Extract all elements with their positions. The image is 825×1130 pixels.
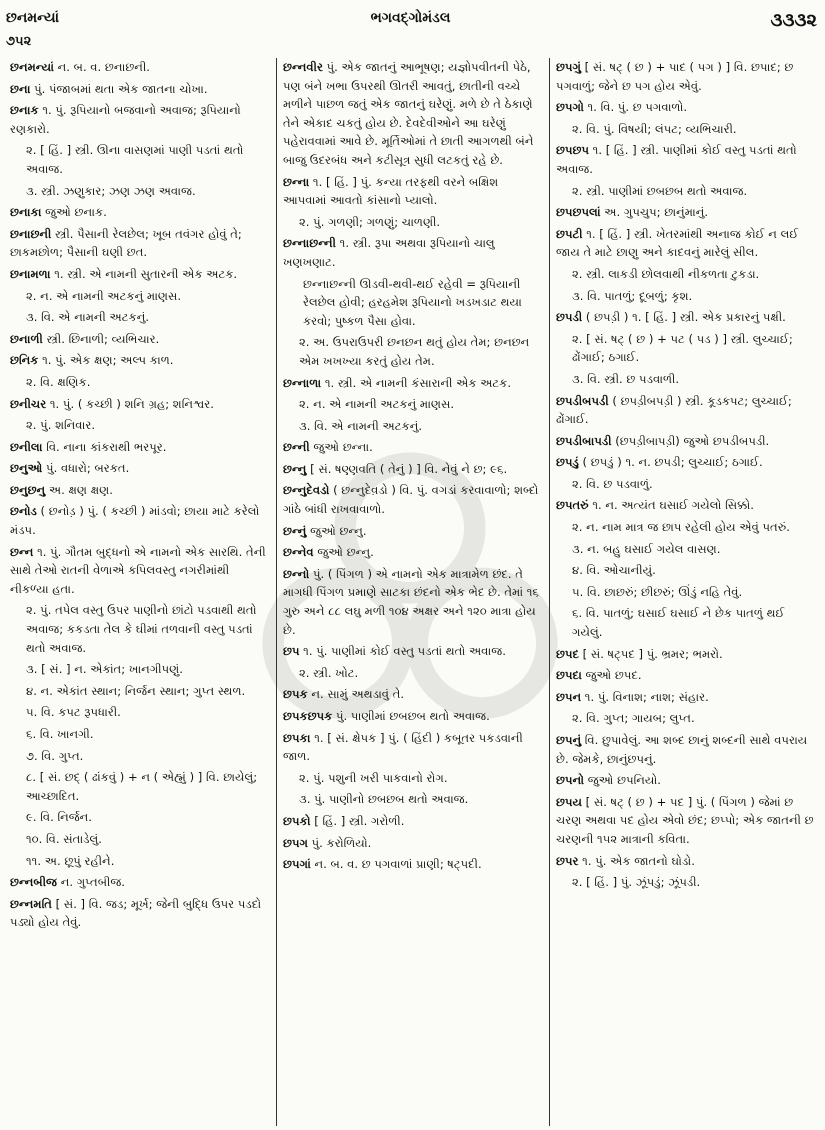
entry-sense [10,416,270,435]
column-2 [276,58,549,1126]
definition-text: પું. વધારો; બરકત. [42,461,130,476]
headword: છપગો [556,100,584,115]
headword: છપકો [283,813,311,828]
dictionary-entry [10,351,270,370]
definition-text: પું. પાણીમાં છબછબ થતો અવાજ. [332,709,490,723]
headword: છપછપલાં [556,205,601,220]
headword: છનુછનુ [10,482,46,497]
entry-sense [556,540,816,559]
headword: છપનો [556,773,585,788]
definition-text: પું. એક જાતનું આભૂષણ; યજ્ઞોપવીતની પેઠે, પણ બંને ખભા ઉપરથી ઊતરી આવતું, છાતીની વચ્ચે મળીને પાછળ જતું એક જાતનું ઘરેણું. મળે છે તે ઠેકાણે તેને એકાદ ચકતું હોય છે. દેવદેવીઓને આ ઘરેણું પહેરાવવામાં આવે છે. મૂર્તિઓમાં તે છાતી આગળથી બંને બાજુ ઉદરબંધ અને કટીસૂત્ર સુધી લટકતું રહે છે. [283,60,534,167]
entry-sense [283,213,543,232]
headword: છન્નો [283,566,310,581]
entry-sense [10,373,270,392]
entry-sense [283,395,543,414]
entry-sense [10,703,270,722]
definition-text: ૧. પું. રૂપિયાનો બજવાનો અવાજ; રૂપિયાનો રણકારો. [10,103,241,136]
entry-sense [10,725,270,744]
definition-text: ૪. વિ. ઓચાનીયું. [572,563,656,578]
entry-sense [10,808,270,827]
entry-sense [556,370,816,389]
entry-sense [283,333,543,370]
definition-text: ૧. પું. પાણીમાં કોઈ વસ્તુ પડતાં થતો અવાજ. [299,644,506,659]
headword: છન્નેવ [283,545,314,560]
dictionary-entry [283,374,543,393]
definition-text: [ સં. ષટ્ ( છ ) + પદ ] પું. ( પિંગળ ) જેમાં છ ચરણ અથવા પદ હોય એવો છંદ; છપ્પો; એક જાતની છ ચરણની ૧૫૨ માત્રાની કવિતા. [556,794,814,846]
definition-text: [ સં. ષણ્ણવતિ ( તેનું ) ] વિ. નેવું ને છ; ૯૬. [306,461,508,476]
dictionary-entry [10,459,270,478]
dictionary-entry [10,438,270,457]
dictionary-entry [283,855,543,874]
dictionary-entry [10,395,270,414]
column-1 [4,58,276,1126]
headword: છપતરું [556,498,589,513]
entry-sense [10,308,270,327]
dictionary-entry [556,688,816,707]
entry-sense [556,287,816,306]
headword: છનીચર [10,396,47,411]
definition-text: ૧. પું. ગૌતમ બુદ્ધનો એ નામનો એક સારથિ. તેની સાથે તેઓ રાતની વેળાએ કપિલવસ્તુ નગરીમાંથી નીકળ્યા હતા. [10,544,266,596]
dictionary-entry [283,565,543,639]
dictionary-entry [10,225,270,262]
dictionary-entry [283,438,543,457]
definition-text: ૨. [ હિં. ] સ્ત્રી. ઊના વાસણમાં પાણી પડતાં થતો અવાજ. [26,143,244,176]
dictionary-entry [10,873,270,892]
definition-text: ૧. ન. અત્યંત ઘસાઈ ગયેલો સિક્કો. [588,498,754,513]
entry-sense [556,709,816,728]
definition-text: ન. બ. વ. છ પગવાળાં પ્રાણી; ષટ્પદી. [310,857,482,872]
dictionary-entry [556,496,816,515]
definition-text: ૬. વિ. પાતળું; ઘસાઈ ઘસાઈ ને છેક પાતળું થઈ ગયેલું. [572,606,785,640]
definition-text: ૧. [ હિં. ] પું. કન્યા તરફથી વરને બક્ષિશ આપવામાં આવતો કાંસાનો પ્યાલો. [283,174,499,208]
definition-text: ૧. [ હિં. ] સ્ત્રી. ખેતરમાંથી અનાજ કોઈ ન લઈ જાય તે માટે છાણુ અને કાદવનું મારેલું સીલ. [556,226,799,260]
definition-text: વિ. નાના કાંકરાથી ભરપૂર. [42,439,167,454]
dictionary-columns [4,58,822,1126]
definition-text: ૩. વિ. સ્ત્રી. છ પડવાળી. [572,371,680,386]
headword: છપન [556,689,582,704]
definition-text: ૨. પું. શનિવાર. [26,418,96,433]
dictionary-entry [556,453,816,472]
headword: છપછપ [556,143,589,158]
dictionary-entry [556,58,816,95]
dictionary-entry [283,642,543,661]
definition-text: ૨. પું. તપેલ વસ્તુ ઉપર પાણીનો છાંટો પડવાથી થતો અવાજ; કકડતા તેલ કે ઘીમાં તળવાની વસ્તુ પડતાં થતો અવાજ. [26,603,257,655]
headword: છપટી [556,226,583,241]
dictionary-entry [283,685,543,704]
dictionary-entry [556,203,816,222]
definition-text: પું. ( પિંગળ ) એ નામનો એક માત્રામેળ છંદ. તે માગધી પિંગળ પ્રમાણે સાટકા છંદનો એક ભેદ છે. તેમાં ૧૬ ગુરુ અને ૮૮ લઘુ મળી ૧૦૪ અક્ષર અને ૧૨૦ માત્રા હોય છે. [283,566,539,637]
headword: છન્નાછન્ની [283,236,336,251]
definition-text: ૫. વિ. છાછરું; છીછરું; ઊંડું નહિ તેવું. [572,584,743,599]
definition-text: ૧. સ્ત્રી. રૂપા અથવા રૂપિયાનો ચાલુ ખણખણાટ. [283,236,495,269]
entry-sense [283,790,543,809]
entry-sense [556,330,816,367]
page-header [4,6,817,32]
headword: છનિક [10,353,39,368]
definition-text: ૧. સ્ત્રી. એ નામની સુતારની એક અટક. [50,266,238,281]
dictionary-entry [10,203,270,222]
headword: છપડી [556,310,583,325]
definition-text: ૧૦. વિ. સંતાડેલું. [26,831,102,846]
headword: છન્નમતિ [10,896,52,911]
definition-text: ન. બ. વ. છનાછની. [53,60,150,74]
definition-text: અ. ક્ષણ ક્ષણ. [45,482,113,497]
dictionary-entry [556,852,816,871]
definition-text: ૧. [ સં. ક્ષેપક ] પું. ( હિંદી ) કબૂતર પકડવાની જાળ. [283,730,523,764]
definition-text: ૬. વિ. ખાનગી. [26,727,94,741]
dictionary-entry [556,308,816,327]
definition-text: ૨. અ. ઉપરાઉપરી છનછન થતું હોય તેમ; છનછન એમ ખખખ્યા કરતું હોય તેમ. [299,335,530,368]
definition-text: ૩. વિ. પાતળું; દૂબળું; કૃશ. [572,288,693,303]
headword: છનમન્યાં [10,60,54,74]
definition-text: ( છનોડ઼ ) પું. ( કચ્છી ) માંડવો; છાયા માટે કરેલો મંડપ. [10,504,260,538]
definition-text: ૨. [ હિં. ] પું. ઝૂંપડું; ઝૂંપડી. [572,875,701,890]
definition-text: [ હિં. ] સ્ત્રી. ગરોળી. [310,813,405,828]
definition-text: પું. પંજાબમાં થતા એક જાતના ચોખા. [30,81,208,96]
entry-sense [556,583,816,602]
definition-text: ૧. [ હિં. ] સ્ત્રી. પાણીમાં કોઈ વસ્તુ પડતાં થતો અવાજ. [556,143,797,176]
definition-text: ૧. સ્ત્રી. એ નામની કંસારાની એક અટક. [321,375,512,390]
definition-text: ૧. પું. એક ક્ષણ; અલ્પ કાળ. [38,353,174,368]
dictionary-entry [10,543,270,599]
dictionary-entry [556,771,816,790]
definition-text: ૨. સ્ત્રી. ખોટ. [299,665,359,680]
entry-sense [283,664,543,683]
dictionary-entry [10,502,270,539]
headword: છન્નું [283,523,307,538]
entry-sense [10,852,270,871]
definition-text: ૭. વિ. ગુપ્ત. [26,748,84,763]
definition-text: ન. ગુપ્તબીજ. [57,875,125,890]
entry-sense [556,873,816,892]
definition-text: ૩. ન. બહુ ઘસાઈ ગયેલ વાસણ. [572,541,721,556]
headword: છપ [283,644,300,659]
dictionary-entry [283,707,543,726]
dictionary-entry [283,234,543,271]
entry-sense [556,265,816,284]
dictionary-entry [556,98,816,117]
definition-text: ૨. પું. પશુની ખરી પાકવાનો રોગ. [299,770,448,785]
headword: છન્નુ [283,461,307,476]
headword: છપગ [283,835,308,850]
column-3 [549,58,822,1126]
dictionary-entry [283,173,543,210]
headword: છનામળા [10,266,51,281]
entry-sense [556,182,816,201]
dictionary-entry [556,392,816,429]
definition-text: [ સં. ષટ્પદ ] પું. ભ્રમર; ભમરો. [578,646,723,661]
entry-sense [283,417,543,436]
headword: છન્ની [283,440,310,455]
headword: છપનું [556,733,582,747]
headword: છન્નવીર [283,60,323,74]
definition-text: ૩. પું. પાણીનો છબછબ થતો અવાજ. [299,792,469,807]
headword: છનાક [10,103,39,118]
definition-text: ૨. ન. એ નામની અટકનું માણસ. [26,288,182,303]
dictionary-entry [556,793,816,849]
definition-text: ૩. વિ. એ નામની અટકનું. [299,418,423,433]
dictionary-entry [283,481,543,518]
headword: છન્ના [283,174,310,189]
entry-sense [10,287,270,306]
headword: છના [10,81,31,96]
entry-sense [10,830,270,849]
definition-text: ( છન્નુદેવ઼ડો ) વિ. પું. વગડાં કરવાવાળો; શબ્દો ગાંઠે બાંધી રાખવાવાળો. [283,483,539,517]
dictionary-entry [10,80,270,99]
dictionary-entry [10,481,270,500]
dictionary-entry [556,225,816,262]
headword: છપકા [283,730,311,745]
entry-sense [10,182,270,201]
headword: છપય [556,794,582,809]
headword: છપગું [556,60,581,74]
entry-sense [556,561,816,580]
dictionary-entry [10,265,270,284]
definition-text: ૧૧. અ. છૂપું રહીને. [26,853,115,868]
definition-text: ૧. વિ. પું. છ પગવાળો. [583,100,688,115]
entry-sense [556,604,816,641]
entry-sense [556,475,816,494]
definition-text: ૨. ન. એ નામની અટકનું માણસ. [299,397,455,412]
headword: છપર [556,853,579,868]
dictionary-entry [10,101,270,138]
headword: છન્નબીજ [10,875,58,890]
entry-sense [556,518,816,537]
headword: છપક [283,687,308,702]
entry-sense [10,141,270,178]
headword: છપડું [556,455,579,470]
definition-text: ૯. વિ. નિર્જન. [26,810,92,825]
definition-text: ૨. વિ. ગુપ્ત; ગાયબ; લુપ્ત. [572,711,695,726]
definition-text: ન. સામું અથડાવું તે. [307,687,405,702]
definition-text: ૮. [ સં. છદ્ ( ઢાંકવું ) + ન ( એહ્મું ) ] વિ. છાયેલું; આચ્છાદિત. [26,770,258,803]
headword: છનોડ [10,504,37,519]
definition-text: [ સં. ] વિ. જડ; મૂર્ખ; જેની બુદ્ધિ ઉપર પડદો પડ્યો હોય તેવું. [10,896,262,930]
dictionary-entry [283,834,543,853]
definition-text: ( છપડ઼ી ) ૧. [ હિં. ] સ્ત્રી. એક પ્રકારનું પક્ષી. [582,310,786,325]
definition-text: (છપડ઼ીબાપડ઼ી) જુઓ છપડીબપડી. [611,433,770,448]
entry-sense [283,275,543,331]
dictionary-entry [556,141,816,178]
headword: છપડીબાપડી [556,433,612,448]
definition-text: ૩. [ સં. ] ન. એકાંત; ખાનગીપણું. [26,662,183,677]
entry-sense [10,747,270,766]
headword: છપકછપક [283,709,333,723]
page-key: ૭૫૨ [6,34,32,49]
dictionary-entry [10,330,270,349]
definition-text: ૫. વિ. કપટ રૂપધારી. [26,705,121,720]
definition-text: ૨. ન. નામ માત્ર જ છાપ રહેલી હોય એવું પતરું. [572,520,790,535]
definition-text: વિ. છુપાવેલું. આ શબ્દ છાનું શબ્દની સાથે વપરાય છે. જેમકે, છાનુંછપનું. [556,733,808,766]
definition-text: જુઓ છન્ના. [309,440,373,455]
dictionary-entry [556,666,816,685]
definition-text: જુઓ છપનિયો. [584,773,661,788]
definition-text: સ્ત્રી. છિનાળી; વ્યભિચાર. [42,331,160,346]
dictionary-entry [283,729,543,766]
headword: છન્નુદેવડો [283,483,330,498]
dictionary-entry [556,645,816,664]
definition-text: ૧. પું. એક જાતનો ઘોડો. [578,853,695,868]
definition-text: ૩. વિ. એ નામની અટકનું. [26,310,150,325]
definition-text: જુઓ છન્નુ. [313,545,374,560]
entry-sense [556,120,816,139]
page-number: ૩૩૩૨ [770,10,817,31]
definition-text: ( છપડ઼ું ) ૧. ન. છપડી; લુચ્ચાઈ; ઠગાઈ. [578,455,763,470]
definition-text: ૨. વિ. ક્ષણિક. [26,374,91,389]
definition-text: જુઓ છનાક. [41,205,107,220]
definition-text: ૩. સ્ત્રી. ઝણુકાર; ઝણ ઝણ અવાજ. [26,183,196,198]
entry-sense [10,682,270,701]
definition-text: ૪. ન. એકાંત સ્થાન; નિર્જન સ્થાન; ગુપ્ત સ્થળ. [26,683,246,698]
definition-text: ૨. વિ. છ પડવાળું. [572,476,653,491]
running-head-left: છનમન્યાં [6,10,60,26]
dictionary-entry [283,522,543,541]
headword: છનીલા [10,439,43,454]
entry-sense [10,660,270,679]
definition-text: ૨. સ્ત્રી. પાણીમાં છબછબ થતો અવાજ. [572,183,748,198]
definition-text: ૨. પું. ગળણી; ગળણું; ચાળણી. [299,214,441,229]
definition-text: જુઓ છન્નુ. [306,523,367,538]
entry-sense [10,768,270,805]
dictionary-entry [283,460,543,479]
definition-text: જુઓ છપદ. [581,668,642,683]
definition-text: ૧. પું. વિનાશ; નાશ; સંહાર. [581,689,709,704]
dictionary-entry [556,432,816,451]
headword: છપદા [556,668,582,683]
definition-text: ૨. [ સં. ષટ્ ( છ ) + પટ ( પડ ) ] સ્ત્રી. લુચ્ચાઈ; ઢોંગાઈ; ઠગાઈ. [572,331,793,365]
definition-text: [ સં. ષટ્ ( છ ) + પાદ ( પગ ) ] વિ. છપાદ; છ પગવાળું; જેને છ પગ હોય એવું. [556,60,794,93]
definition-text: ૨. સ્ત્રી. લાકડી છોલવાથી નીકળતા ટુકડા. [572,266,760,281]
entry-sense [283,769,543,788]
dictionary-entry [10,895,270,932]
book-title: ભગવદ્ગોમંડલ [370,10,451,26]
dictionary-entry [10,58,270,77]
headword: છપગાં [283,857,311,872]
definition-text: છન્નાછન્ની ઊડવી-થવી-થઈ રહેવી = રૂપિયાની રેલછેલ હોવી; હરહમેશ રૂપિયાનો ખડખડાટ થયા કરવો; પુષ્કળ પૈસા હોવા. [303,276,522,328]
headword: છનાકા [10,205,42,220]
headword: છપડીબપડી [556,393,609,408]
headword: છન્નાળા [283,375,322,390]
definition-text: સ્ત્રી. પૈસાની રેલછેલ; ખૂબ તવંગર હોવું તે; છાકમછોળ; પૈસાની ઘણી છત. [10,226,242,260]
headword: છપદ [556,646,579,661]
definition-text: પું. કરોળિયો. [307,835,372,850]
dictionary-entry [283,543,543,562]
headword: છનાછની [10,226,52,241]
dictionary-entry [283,58,543,170]
definition-text: ( છપડ઼ીબપડ઼ી ) સ્ત્રી. કૂડકપટ; લુચ્ચાઈ; ઢોંગાઈ. [556,393,792,427]
headword: છનુઓ [10,461,43,476]
entry-sense [10,601,270,657]
headword: છન્ન [10,544,34,559]
dictionary-entry [283,812,543,831]
definition-text: અ. ગુપચુપ; છાનુંમાનું. [600,205,709,220]
dictionary-entry [556,731,816,768]
definition-text: ૧. પું. ( કચ્છી ) શનિ ગ્રહ; શનિશ્વર. [46,396,214,411]
definition-text: ૨. વિ. પું. વિષયી; લંપટ; વ્યભિચારી. [572,121,737,136]
headword: છનાળી [10,331,43,346]
